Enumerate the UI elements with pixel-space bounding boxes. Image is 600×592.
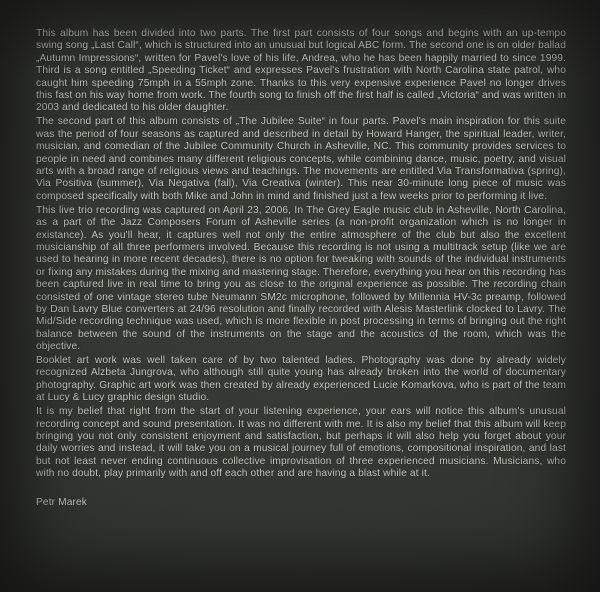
paragraph-5: It is my belief that right from the start of your listening experience, your ears will notice this album's unusual recording concept and sound presentation. It was no different with me. It is also my belief that this album will keep bringing you not only consistent enjoyment and satisfaction, but perhaps it will also help you forget about your daily worries and instead, it will take you on a musical journey full of emotions, compositional inspiration, and last but not least never ending continuous collective improvisation of three experienced musicians. Musicians, who with no doubt, play primarily with and off each other and are having a blast while at it. — [36, 406, 566, 480]
paragraph-4: Booklet art work was well taken care of by two talented ladies. Photography was done by already widely recognized Alzbeta Jungrova, who although still quite young has already broken into the world of documentary photography. Graphic art work was then created by already experienced Lucie Komarkova, who is part of the team at Lucy & Lucy graphic design studio. — [36, 355, 566, 404]
paragraph-2: The second part of this album consists of „The Jubilee Suite“ in four parts. Pavel's main inspiration for this suite was the period of four seasons as captured and described in detail by Howard Hanger, the spiritual leader, writer, musician, and comedian of the Jubilee Community Church in Asheville, NC. This community provides services to people in need and combines many different religious concepts, while combining dance, music, poetry, and visual arts with a broad range of religious views and teachings. The movements are entitled Via Transformativa (spring), Via Positiva (summer), Via Negativa (fall), Via Creativa (winter). This near 30-minute long piece of music was composed specifically with both Mike and John in mind and finished just a few weeks prior to performing it live. — [36, 116, 566, 202]
liner-notes-text — [36, 28, 566, 509]
paragraph-3: This live trio recording was captured on April 23, 2006, In The Grey Eagle music club in Asheville, North Carolina, as a part of the Jazz Composers Forum of Asheville series (a non-profit organization which is no longer in existance). As you'll hear, it captures well not only the entire atmosphere of the club but also the excellent musicianship of all three performers involved. Because this recording is not using a multitrack setup (like we are used to hearing in more recent decades), there is no option for tweaking with sounds of the individual instruments or fixing any mistakes during the mixing and mastering stage. Therefore, everything you hear on this recording has been captured live in real time to bring you as close to the original experience as possible. The recording chain consisted of one vintage stereo tube Neumann SM2c microphone, followed by Millennia HV-3c preamp, followed by Dan Lavry Blue converters at 24/96 resolution and finally recorded with Alesis Masterlink clocked to Lavry. The Mid/Side recording technique was used, which is more flexible in post processing in terms of bringing out the right balance between the sound of the instruments on the stage and the acoustics of the room, which was the objective. — [36, 204, 566, 353]
paragraph-1: This album has been divided into two parts. The first part consists of four songs and begins with an up-tempo swing song „Last Call“, which is structured into an unusual but logical ABC form. The second one is on older ballad „Autumn Impressions“, written for Pavel's love of his life, Andrea, who he has been happily married to since 1999. Third is a song entitled „Speeding Ticket“ and expresses Pavel's frustration with North Carolina state patrol, who caught him speeding 75mph in a 55mph zone. Thanks to this very expensive experience Pavel no longer drives this fast on his way home from work. The fourth song to finish off the first half is called „Victoria“ and was written in 2003 and dedicated to his older daughter. — [36, 28, 566, 114]
signature: Petr Marek — [36, 496, 88, 508]
